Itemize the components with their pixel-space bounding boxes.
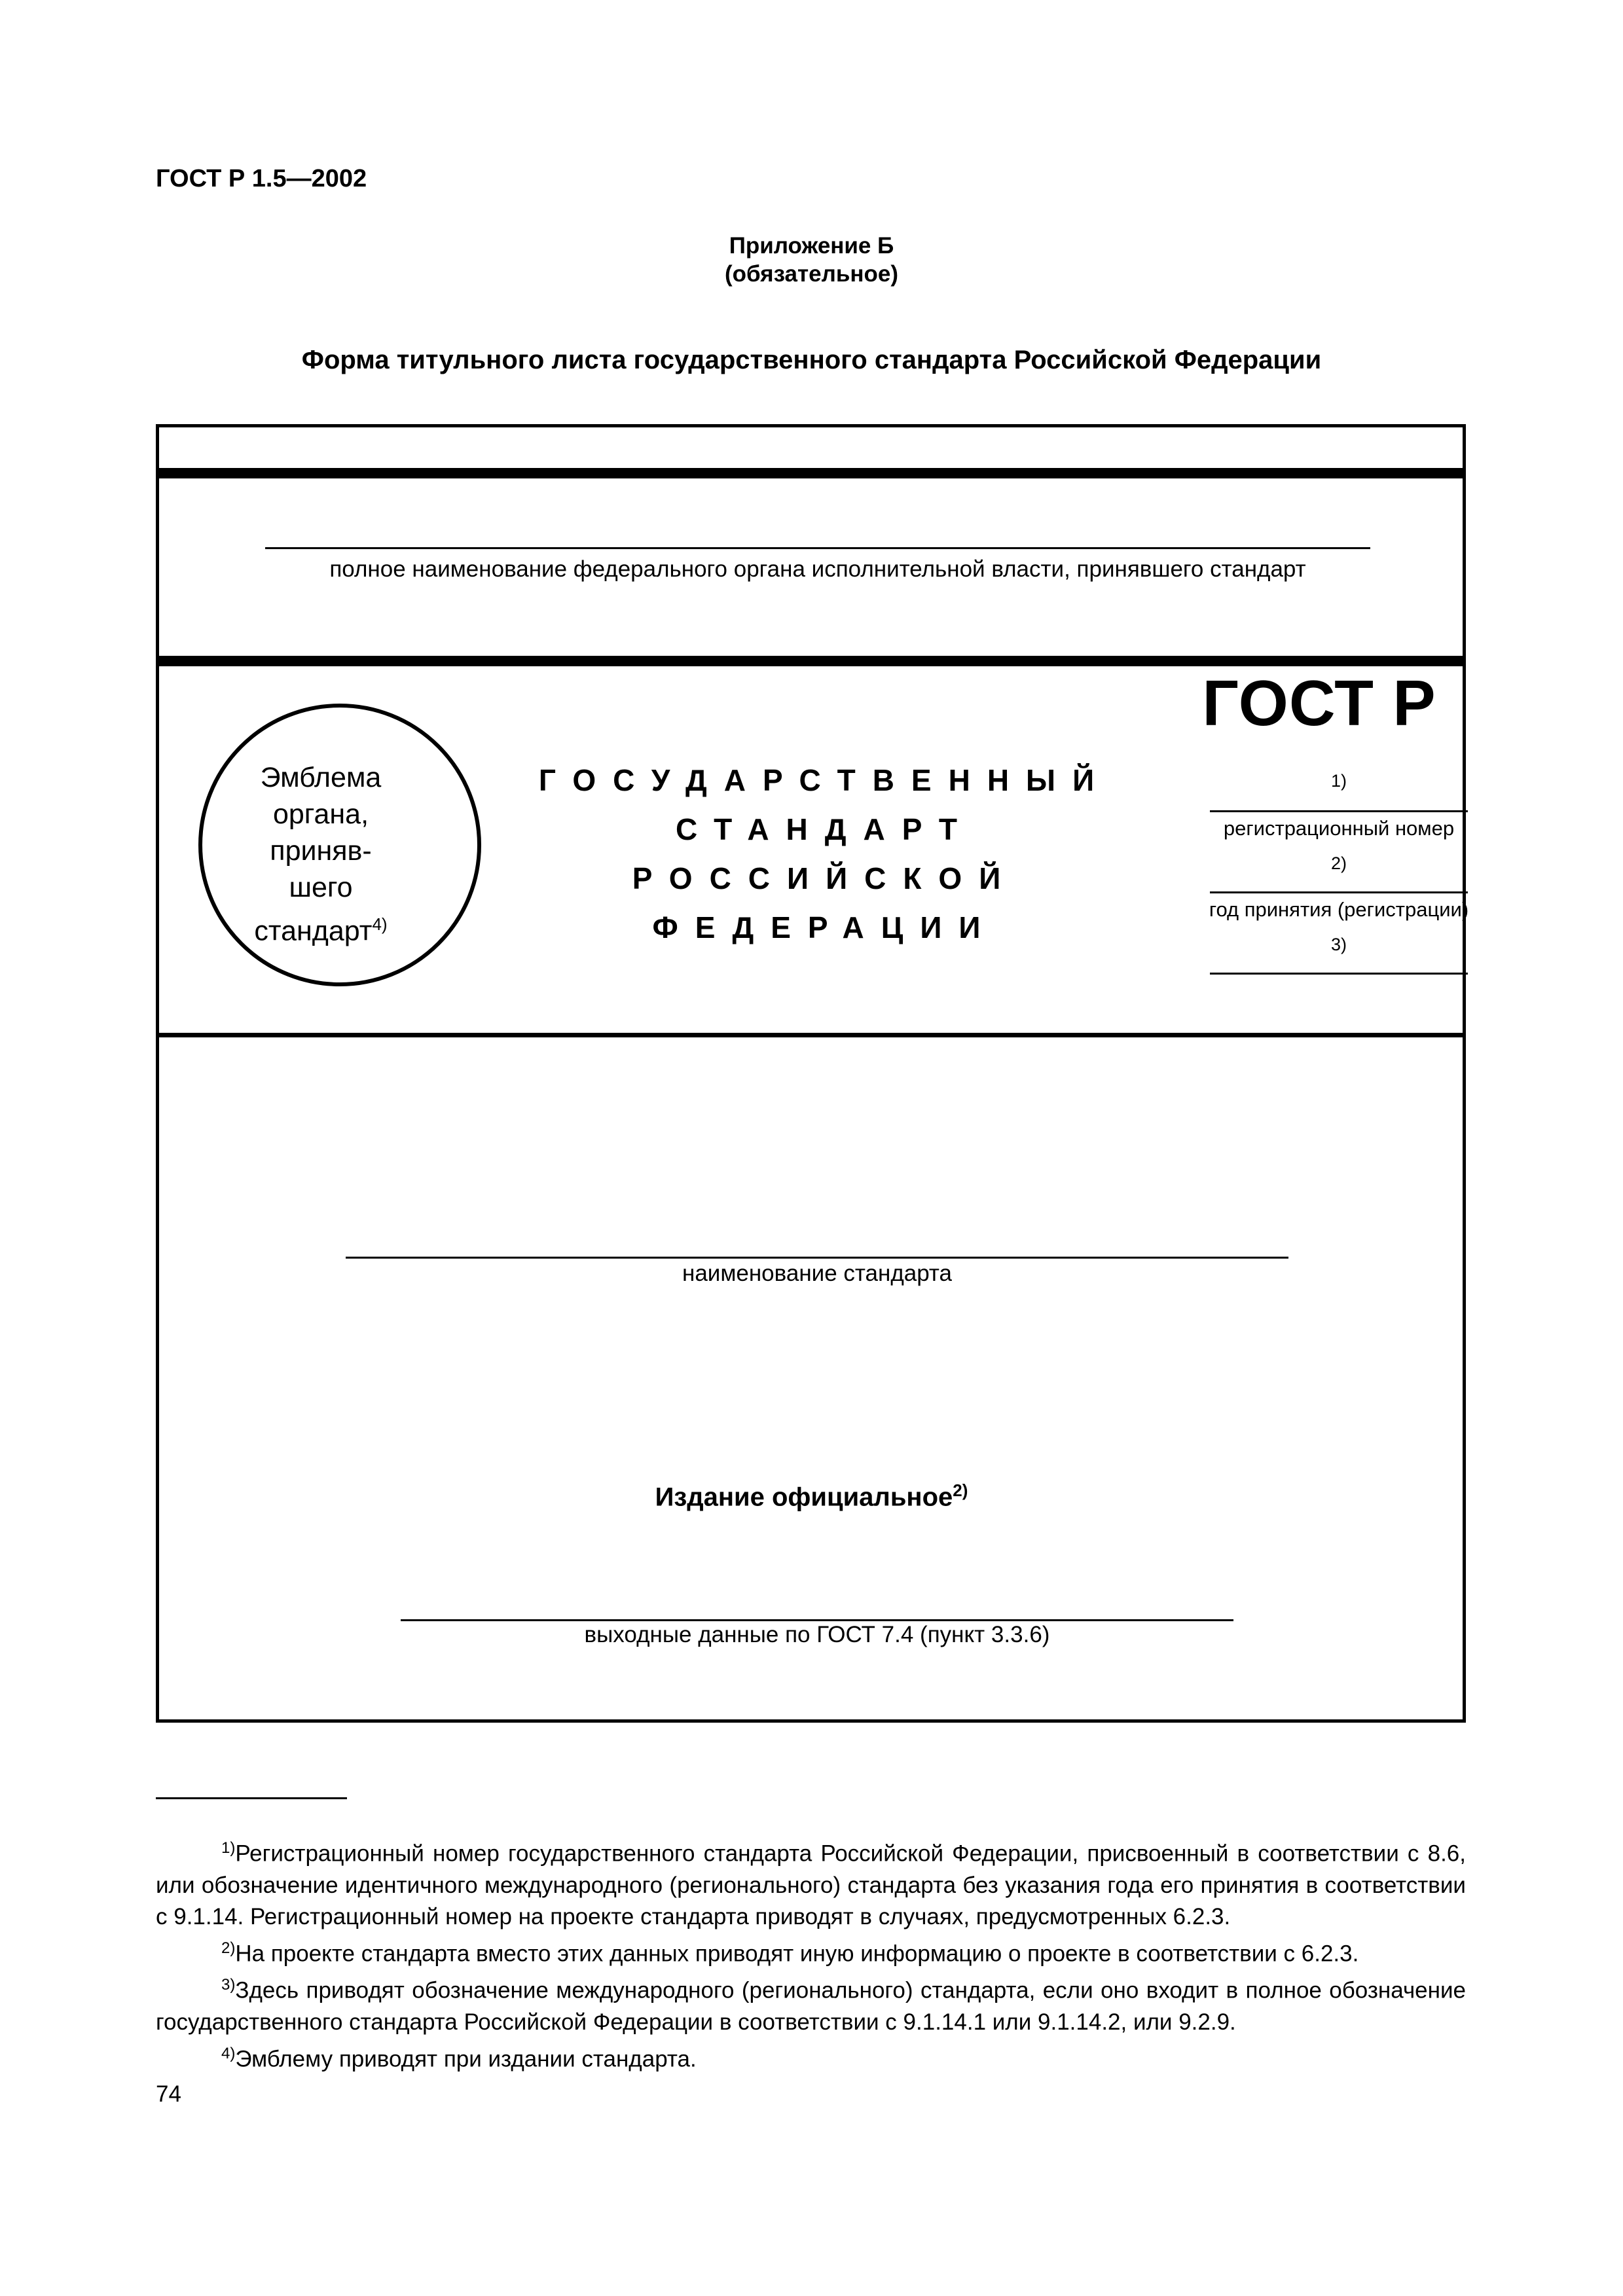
- standard-name-caption: наименование стандарта: [682, 1261, 953, 1286]
- footnote-text: На проекте стандарта вместо этих данных приводят иную информацию о проекте в соответствии с 6.2.3.: [235, 1941, 1359, 1967]
- state-standard-line: СТАНДАРТ: [676, 812, 974, 846]
- footnote-ref: 2): [221, 1939, 236, 1957]
- footnote-ref: 3): [221, 1976, 236, 1994]
- annex-status: (обязательное): [724, 261, 898, 287]
- official-edition-text: Издание официальное: [655, 1482, 953, 1512]
- emblem-text: стандарт: [254, 915, 373, 947]
- emblem-line: органа,: [272, 798, 369, 830]
- title-page-form-frame: [156, 424, 1466, 1723]
- emblem-line: [223, 833, 419, 869]
- international-designation-line: [1210, 973, 1468, 975]
- footnote-ref: 2): [953, 1480, 968, 1500]
- imprint-caption: выходные данные по ГОСТ 7.4 (пункт 3.3.6): [584, 1622, 1050, 1647]
- footnote-ref: 1): [221, 1839, 236, 1857]
- footnote-separator: [156, 1797, 347, 1799]
- imprint-line: [401, 1619, 1233, 1621]
- thick-divider: [159, 656, 1463, 666]
- gost-r-label: ГОСТ Р: [1202, 667, 1436, 739]
- annex-title: Приложение Б: [729, 233, 894, 259]
- registration-number-caption: регистрационный номер: [1223, 817, 1455, 840]
- footnotes: [156, 1833, 1466, 2075]
- adoption-year-line: [1210, 891, 1468, 893]
- standard-name-line: [346, 1257, 1288, 1259]
- state-standard-line: ГОСУДАРСТВЕННЫЙ: [538, 763, 1112, 797]
- document-code: ГОСТ Р 1.5—2002: [156, 165, 367, 192]
- thick-divider: [159, 468, 1463, 478]
- authority-caption: полное наименование федерального органа исполнительной власти, принявшего стандарт: [329, 556, 1306, 582]
- footnote-text: Регистрационный номер государственного стандарта Российской Федерации, присвоенный в соответствии с 8.6, или обозначение идентичного международного (регионального) стандарта без указания года его принятия в соответствии с 9.1.14. Регистрационный номер на проекте стандарта приводят в случаях, предусмотренных 6.2.3.: [156, 1840, 1466, 1929]
- emblem-line: [223, 869, 419, 906]
- footnote-ref: 4): [221, 2044, 236, 2062]
- registration-number-line: [1210, 810, 1468, 812]
- footnote-ref: 2): [1330, 853, 1347, 873]
- footnote: [156, 1933, 1466, 1970]
- footnote: [156, 1833, 1466, 1933]
- footnote-text: Эмблему приводят при издании стандарта.: [235, 2046, 697, 2072]
- divider: [159, 1033, 1463, 1037]
- footnote: [156, 2038, 1466, 2075]
- official-edition: [0, 1480, 1623, 1512]
- emblem-text: приняв-: [270, 835, 372, 867]
- footnote-ref: 4): [372, 914, 388, 934]
- emblem-text: шего: [289, 872, 353, 903]
- authority-name-line: [265, 547, 1370, 549]
- footnote-ref: 1): [1330, 771, 1347, 791]
- page-number: 74: [156, 2081, 181, 2107]
- adoption-year-caption: год принятия (регистрации): [1209, 898, 1469, 921]
- emblem-line: Эмблема: [260, 762, 382, 793]
- form-title: Форма титульного листа государственного стандарта Российской Федерации: [301, 346, 1322, 374]
- footnote: [156, 1969, 1466, 2038]
- emblem-line: [223, 906, 419, 949]
- state-standard-line: РОССИЙСКОЙ: [632, 861, 1018, 895]
- footnote-ref: 3): [1330, 935, 1347, 954]
- state-standard-line: ФЕДЕРАЦИИ: [652, 910, 998, 944]
- footnote-text: Здесь приводят обозначение международного (регионального) стандарта, если оно входит в полное обозначение государственного стандарта Российской Федерации в соответствии с 9.1.14.1 или 9.1.14.2, или 9.2.9.: [156, 1977, 1466, 2035]
